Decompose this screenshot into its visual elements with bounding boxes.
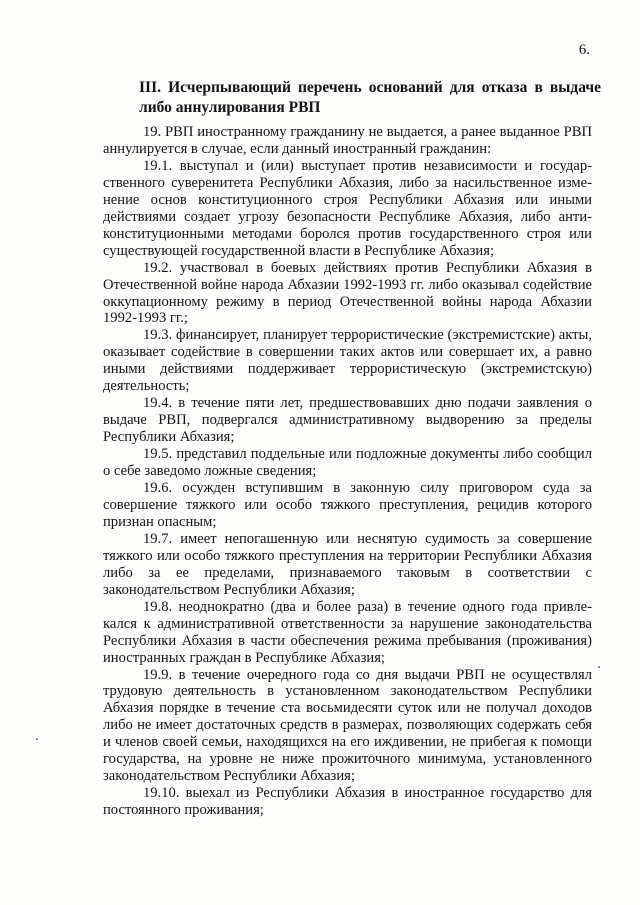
paragraph-19-8: 19.8. неоднократно (два и более раза) в течение одного года привлекался к административной ответственности за нарушение законодательства Республики Абхазия в части обеспечения режима пребывания (проживания) иностранных граждан в Республике Абхазия; xyxy=(103,598,592,666)
section-heading: III. Исчерпывающий перечень оснований для отказа в выдаче либо аннулирования РВП xyxy=(139,79,601,116)
paragraph-19-1: 19.1. выступал и (или) выступает против независимости и государственного суверенитета Республики Абхазия, либо за насильственное изменение основ конституционного строя Республики Абхазия или иными действиями создает угрозу безопасности Республике Абхазия, либо антиконституционными методами боролся против государственного строя или существующей государственной власти в Республике Абхазия; xyxy=(103,157,592,259)
paragraph-19-6: 19.6. осужден вступившим в законную силу приговором суда за совершение тяжкого или особо тяжкого преступления, рецидив которого признан опасным; xyxy=(103,480,592,530)
paragraph-19: 19. РВП иностранному гражданину не выдается, а ранее выданное РВП аннулируется в случае, если данный иностранный гражданин: xyxy=(103,124,592,157)
paragraph-19-3: 19.3. финансирует, планирует террористические (экстремистские) акты, оказывает содействие в совершении таких актов или совершает их, а равно иными действиями поддерживает террористическую (экстремистскую) деятельность; xyxy=(103,327,592,395)
paragraph-19-5: 19.5. представил поддельные или подложные документы либо сообщил о себе заведомо ложные сведения; xyxy=(103,446,592,480)
scan-speck xyxy=(36,738,38,740)
paragraph-19-10: 19.10. выехал из Республики Абхазия в иностранное государство для постоянного проживания; xyxy=(103,785,592,819)
document-body xyxy=(103,124,592,819)
scan-speck xyxy=(598,666,600,668)
paragraph-19-9: 19.9. в течение очередного года со дня выдачи РВП не осуществлял трудовую деятельность в установленном законодательством Республики Абхазия порядке в течение ста восьмидесяти суток или не получал доходов либо не имеет достаточных средств в размерах, позволяющих содержать себя и членов своей семьи, находящихся на его иждивении, не прибегая к помощи государства, на уровне не ниже прожиточного минимума, установленного законодательством Республики Абхазия; xyxy=(103,666,592,785)
paragraph-19-2: 19.2. участвовал в боевых действиях против Республики Абхазия в Отечественной войне народа Абхазии 1992-1993 гг. либо оказывал содействие оккупационному режиму в период Отечественной войны народа Абхазии 1992-1993 гг.; xyxy=(103,259,592,327)
paragraph-19-7: 19.7. имеет непогашенную или неснятую судимость за совершение тяжкого или особо тяжкого преступления на территории Республики Абхазия либо за ее пределами, признаваемого таковым в соответствии с законодательством Республики Абхазия; xyxy=(103,530,592,598)
page-number: 6. xyxy=(578,42,590,58)
paragraph-19-4: 19.4. в течение пяти лет, предшествовавших дню подачи заявления о выдаче РВП, подвергался административному выдворению за пределы Республики Абхазия; xyxy=(103,395,592,446)
